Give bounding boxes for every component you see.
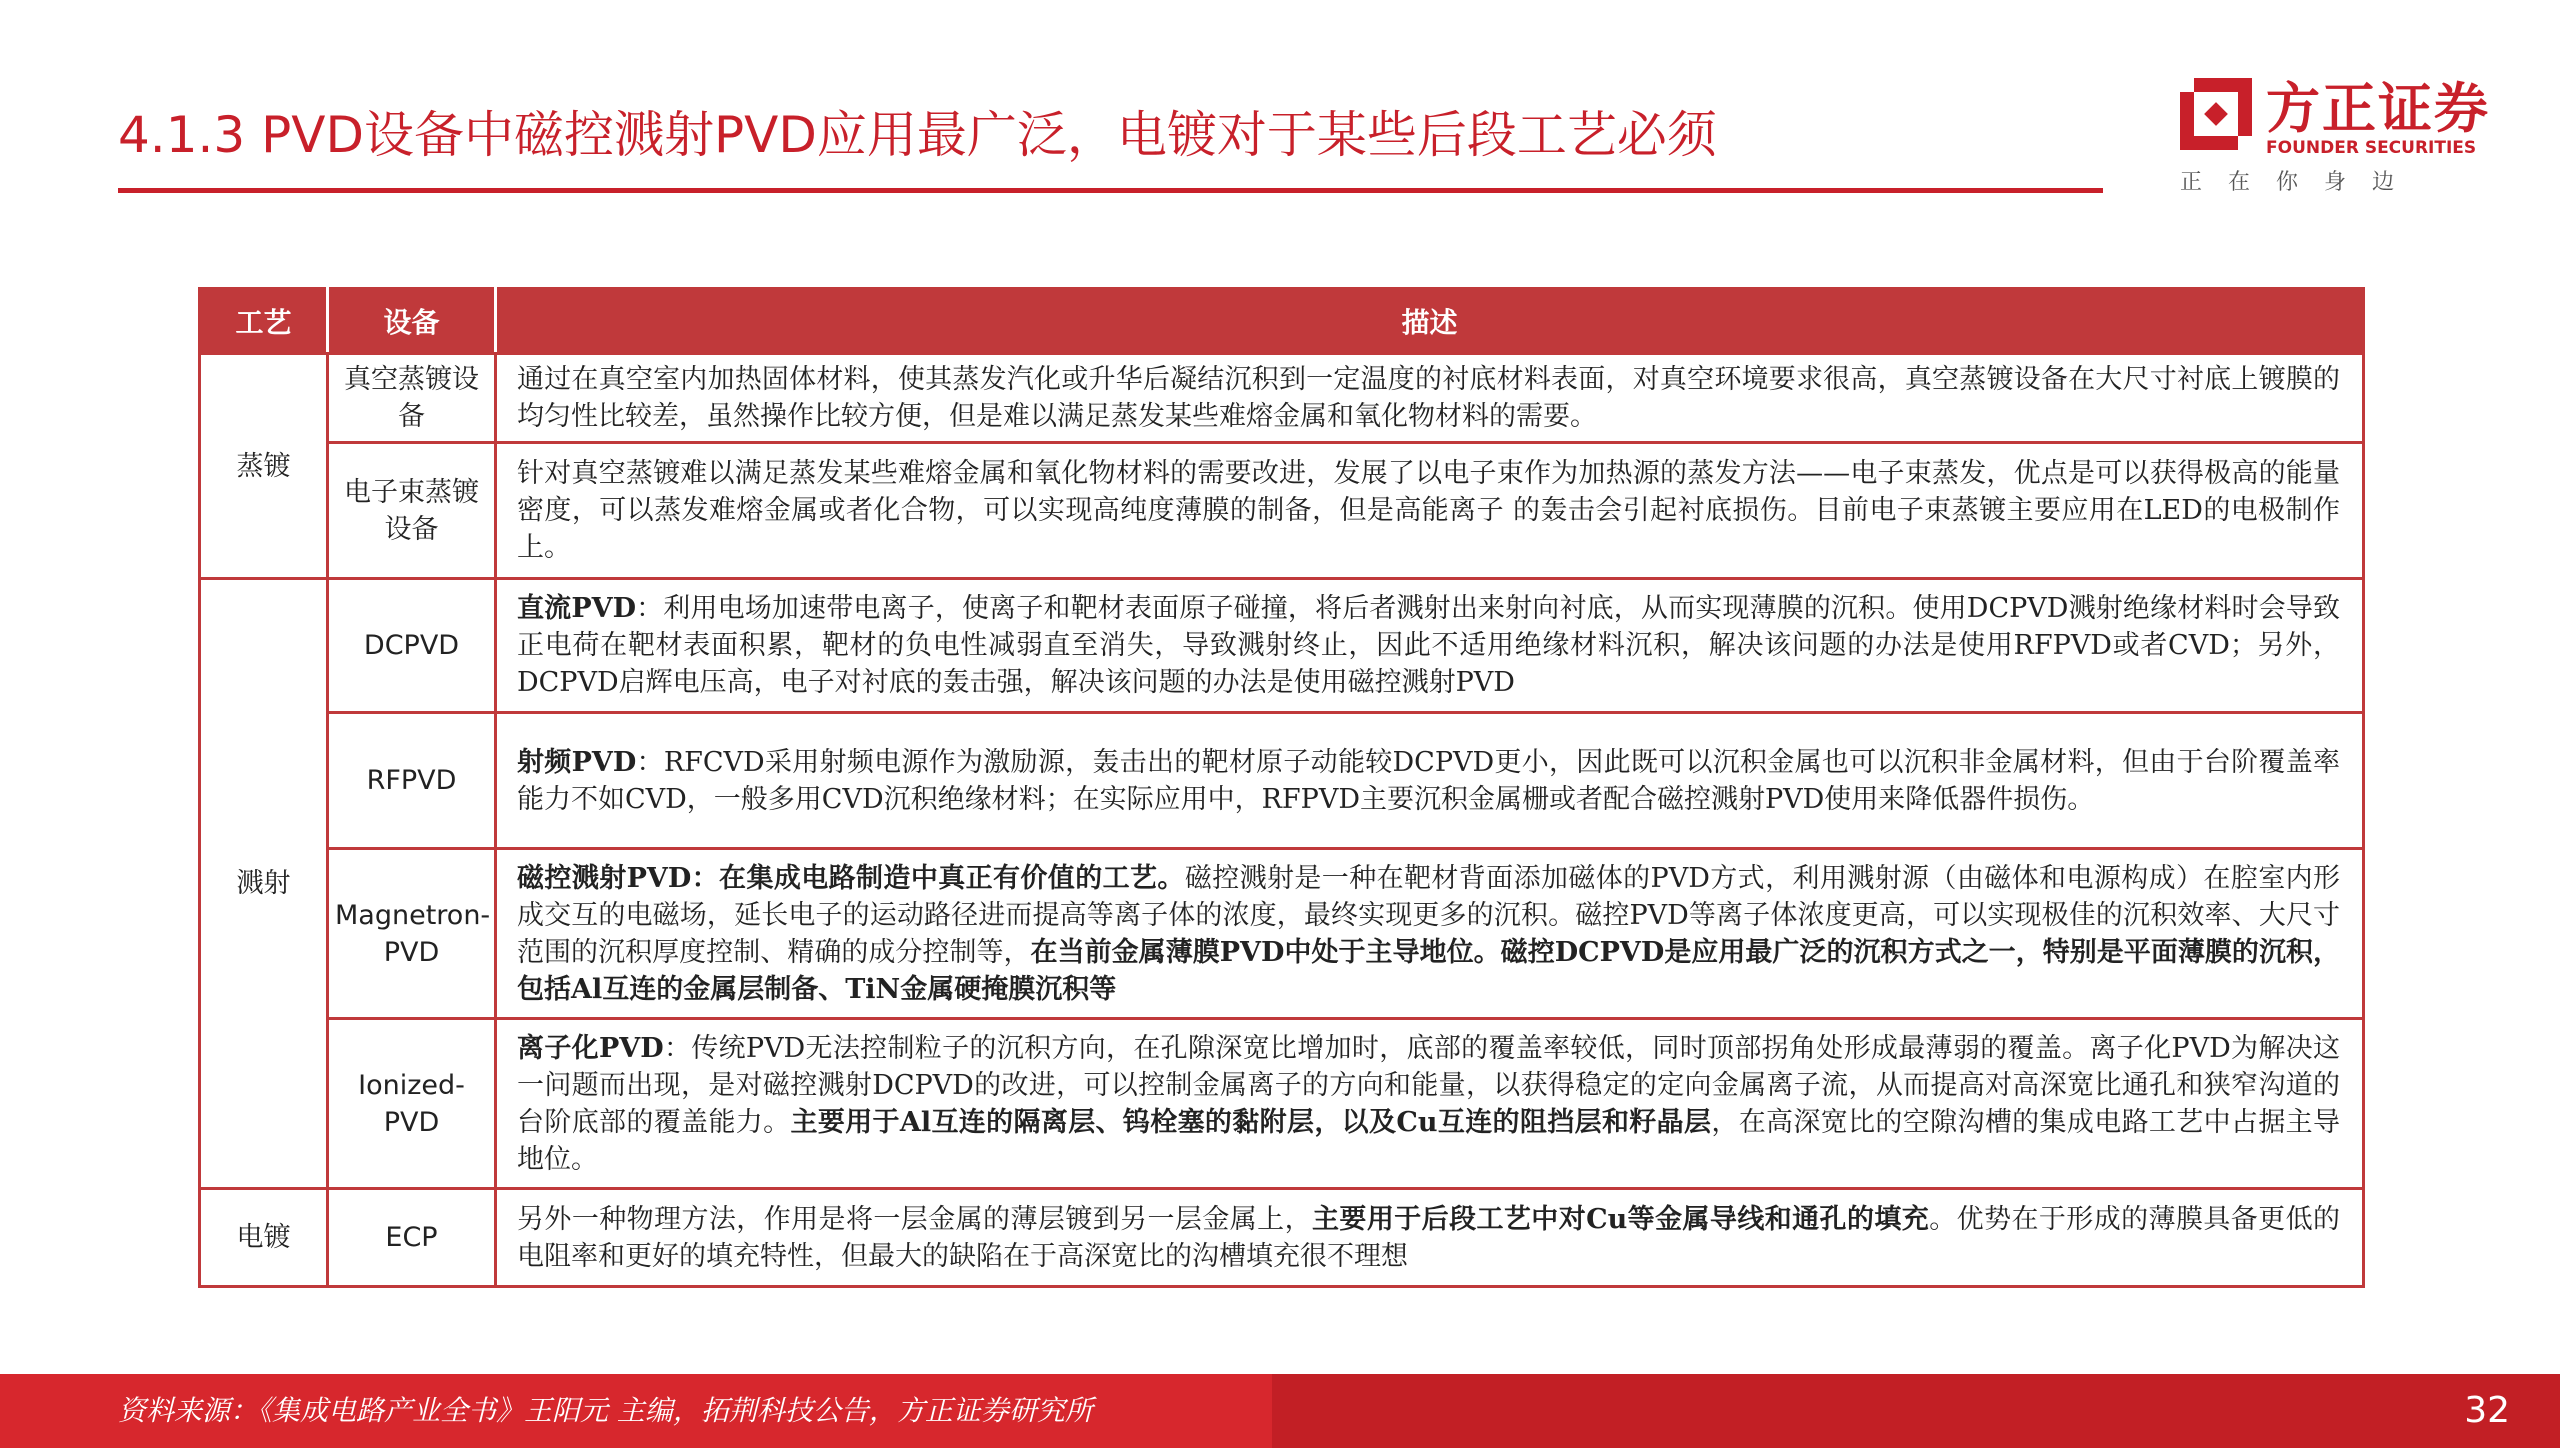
table-body (200, 354, 2364, 1287)
description-cell (496, 354, 2364, 443)
footer-source: 资料来源：《集成电路产业全书》王阳元 主编，拓荆科技公告，方正证券研究所 (118, 1394, 1093, 1427)
description-text: ：RFCVD采用射频电源作为激励源，轰击出的靶材原子动能较DCPVD更小，因此既可以沉积金属也可以沉积非金属材料，但由于台阶覆盖率能力不如CVD，一般多用CVD沉积绝缘材料；在实际应用中，RFPVD主要沉积金属栅或者配合磁控溅射PVD使用来降低器件损伤。 (517, 746, 2341, 815)
description-cell (496, 443, 2364, 579)
table-header-row (200, 289, 2364, 354)
pvd-process-table (198, 287, 2365, 1288)
description-text: ：传统PVD无法控制粒子的沉积方向，在孔隙深宽比增加时，底部的覆盖率较低，同时顶部拐角处形成最薄弱的覆盖。离子化PVD为解决这一问题而出现，是对磁控溅射DCPVD的改进，可以控制金属离子的方向和能量，以获得稳定的定向金属离子流，从而提高对高深宽比通孔和狭窄沟道的台阶底部的覆盖能力。 (517, 1032, 2340, 1138)
description-text: 。优势在于形成的薄膜具备更低的电阻率和更好的填充特性，但最大的缺陷在于高深宽比的沟槽填充很不理想 (517, 1203, 2341, 1272)
logo-chinese-name: 方正证券 (2266, 77, 2490, 140)
description-text: ：利用电场加速带电离子，使离子和靶材表面原子碰撞，将后者溅射出来射向衬底，从而实现薄膜的沉积。使用DCPVD溅射绝缘材料时会导致正电荷在靶材表面积累，靶材的负电性减弱直至消失，导致溅射终止，因此不适用绝缘材料沉积，解决该问题的办法是使用RFPVD或者CVD；另外，DCPVD启辉电压高，电子对衬底的轰击强，解决该问题的办法是使用磁控溅射PVD (517, 593, 2340, 698)
description-emphasis: 射频PVD (517, 746, 637, 778)
description-emphasis: 主要用于后段工艺中对Cu等金属导线和通孔的填充 (1312, 1203, 1930, 1235)
logo-slogan: 正在你身边 (2180, 170, 2421, 195)
footer-bar (0, 1374, 2560, 1448)
table-row (200, 849, 2364, 1019)
description-emphasis: 磁控溅射PVD：在集成电路制造中真正有价值的工艺。 (517, 862, 1185, 894)
table-row (200, 443, 2364, 579)
description-cell (496, 1019, 2364, 1189)
title-underline (118, 188, 2103, 193)
description-cell (496, 579, 2364, 713)
header-equipment: 设备 (328, 289, 496, 354)
description-text: 通过在真空室内加热固体材料，使其蒸发汽化或升华后凝结沉积到一定温度的衬底材料表面，对真空环境要求很高，真空蒸镀设备在大尺寸衬底上镀膜的均匀性比较差，虽然操作比较方便，但是难以满足蒸发某些难熔金属和氧化物材料的需要。 (517, 364, 2340, 432)
logo-english-name: FOUNDER SECURITIES (2266, 138, 2477, 158)
equipment-cell: 电子束蒸镀设备 (328, 443, 496, 579)
page-number: 32 (2464, 1390, 2510, 1431)
description-emphasis: 在当前金属薄膜PVD中处于主导地位。磁控DCPVD是应用最广泛的沉积方式之一，特别是平面薄膜的沉积，包括Al互连的金属层制备、TiN金属硬掩膜沉积等 (517, 936, 2341, 1005)
description-cell (496, 713, 2364, 849)
description-text: ，在高深宽比的空隙沟槽的集成电路工艺中占据主导地位。 (517, 1106, 2341, 1175)
equipment-cell: 真空蒸镀设备 (328, 354, 496, 443)
page-title: 4.1.3 PVD设备中磁控溅射PVD应用最广泛，电镀对于某些后段工艺必须 (118, 106, 1717, 164)
equipment-cell: Magnetron-PVD (328, 849, 496, 1019)
equipment-cell: Ionized-PVD (328, 1019, 496, 1189)
description-cell (496, 849, 2364, 1019)
process-cell: 蒸镀 (200, 354, 328, 579)
founder-securities-logo (2180, 74, 2490, 204)
table-row (200, 354, 2364, 443)
table-row (200, 1019, 2364, 1189)
process-cell: 溅射 (200, 579, 328, 1189)
equipment-cell: ECP (328, 1189, 496, 1287)
header-description: 描述 (496, 289, 2364, 354)
table-row (200, 1189, 2364, 1287)
header-process: 工艺 (200, 289, 328, 354)
process-cell: 电镀 (200, 1189, 328, 1287)
description-emphasis: 离子化PVD (517, 1032, 664, 1064)
logo-mark-icon (2180, 78, 2252, 150)
description-text: 另外一种物理方法，作用是将一层金属的薄层镀到另一层金属上， (517, 1203, 1312, 1235)
description-text: 针对真空蒸镀难以满足蒸发某些难熔金属和氧化物材料的需要改进，发展了以电子束作为加热源的蒸发方法——电子束蒸发，优点是可以获得极高的能量密度，可以蒸发难熔金属或者化合物，可以实现高纯度薄膜的制备，但是高能离子 的轰击会引起衬底损伤。目前电子束蒸镀主要应用在LED的电极制作上。 (517, 458, 2340, 563)
table-row (200, 579, 2364, 713)
equipment-cell: RFPVD (328, 713, 496, 849)
table-row (200, 713, 2364, 849)
footer-dark-panel (1272, 1374, 2560, 1448)
description-text: 磁控溅射是一种在靶材背面添加磁体的PVD方式，利用溅射源（由磁体和电源构成）在腔室内形成交互的电磁场，延长电子的运动路径进而提高等离子体的浓度，最终实现更多的沉积。磁控PVD等离子体浓度更高，可以实现极佳的沉积效率、大尺寸范围的沉积厚度控制、精确的成分控制等， (517, 862, 2341, 968)
description-cell (496, 1189, 2364, 1287)
equipment-cell: DCPVD (328, 579, 496, 713)
description-emphasis: 主要用于Al互连的隔离层、钨栓塞的黏附层，以及Cu互连的阻挡层和籽晶层 (790, 1106, 1712, 1138)
description-emphasis: 直流PVD (517, 593, 636, 624)
